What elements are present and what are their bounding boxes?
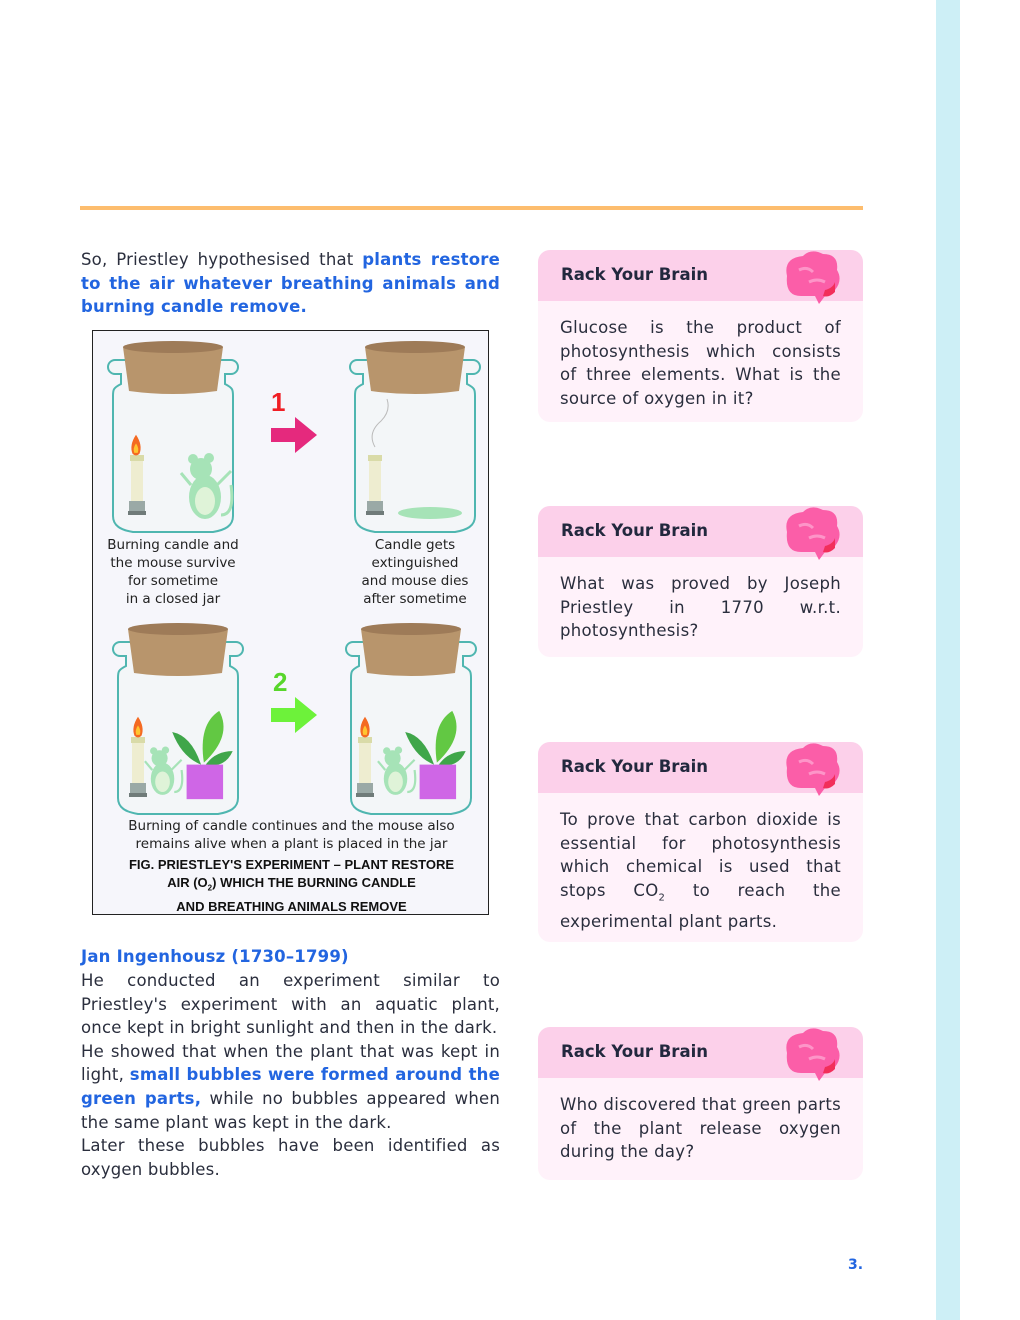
page-edge-bar <box>936 0 960 1320</box>
card-question <box>538 793 863 942</box>
brain-icon <box>779 506 843 562</box>
caption-line: after sometime <box>363 591 467 607</box>
paragraph-text <box>81 1040 500 1134</box>
card-header <box>538 742 863 793</box>
figure-title-text: AIR (O <box>167 875 208 890</box>
step-1-label: 1 <box>271 387 286 417</box>
subscript: 2 <box>658 892 666 904</box>
caption-bottom <box>93 817 490 853</box>
caption-line: and mouse dies <box>361 573 469 589</box>
highlight-text: small bubbles were formed around the green parts, <box>81 1065 500 1108</box>
card-header <box>538 1027 863 1078</box>
caption-line: in a closed jar <box>125 591 221 607</box>
card-title: Rack Your Brain <box>561 265 708 284</box>
text: to reach the experimental plant parts. <box>560 880 841 931</box>
text: He showed that when the plant that was kept in light, <box>81 1041 500 1085</box>
jar-candle-mouse-illustration <box>103 335 243 535</box>
rack-your-brain-card <box>538 1027 863 1180</box>
card-title: Rack Your Brain <box>561 521 708 540</box>
figure-title-line: AND BREATHING ANIMALS REMOVE <box>176 898 407 914</box>
text: To prove that carbon dioxide is essential for photosynthesis which chemical is used that stops CO <box>560 810 841 900</box>
subscript: 2 <box>207 883 213 893</box>
jar-extinguished-illustration <box>345 335 485 535</box>
card-header <box>538 250 863 301</box>
intro-text: So, Priestley hypothesised that <box>81 250 363 269</box>
intro-paragraph <box>81 248 500 319</box>
caption-line: extinguished <box>371 555 459 571</box>
arrow-right-icon <box>271 697 317 733</box>
paragraph-text: He conducted an experiment similar to Priestley's experiment with an aquatic plant, once kept in bright sunlight and then in the dark. <box>81 971 500 1038</box>
text: while no bubbles appeared when the same plant was kept in the dark. <box>81 1088 500 1132</box>
caption-line: Burning candle and <box>107 537 239 553</box>
paragraph-text: Later these bubbles have been identified as oxygen bubbles. <box>81 1136 500 1179</box>
intro-highlight: plants restore to the air whatever breathing animals and burning candle remove. <box>81 250 500 317</box>
card-question: Who discovered that green parts of the plant release oxygen during the day? <box>560 1095 841 1162</box>
header-rule <box>80 206 863 210</box>
card-question: Glucose is the product of photosynthesis which consists of three elements. What is the source of oxygen in it? <box>560 318 841 408</box>
rack-your-brain-card <box>538 250 863 422</box>
arrow-right-icon <box>271 417 317 453</box>
figure-title-line: FIG. PRIESTLEY'S EXPERIMENT – PLANT RESTORE <box>128 857 454 872</box>
priestley-experiment-figure <box>92 330 489 915</box>
caption-top-right <box>335 536 495 608</box>
brain-icon <box>779 742 843 798</box>
caption-line: for sometime <box>127 573 219 589</box>
section-heading: Jan Ingenhousz (1730–1799) <box>81 947 349 966</box>
rack-your-brain-card <box>538 506 863 657</box>
card-header <box>538 506 863 557</box>
figure-title-line <box>93 874 490 898</box>
caption-line: Burning of candle continues and the mouse also <box>128 818 455 834</box>
card-title: Rack Your Brain <box>561 757 708 776</box>
caption-top-left <box>93 536 253 608</box>
card-title: Rack Your Brain <box>561 1042 708 1061</box>
figure-title-text: ) WHICH THE BURNING CANDLE <box>212 875 416 890</box>
step-2-label: 2 <box>273 667 288 697</box>
card-question: What was proved by Joseph Priestley in 1770 w.r.t. photosynthesis? <box>560 574 841 641</box>
rack-your-brain-card <box>538 742 863 942</box>
figure-title <box>93 856 490 916</box>
brain-icon <box>779 250 843 306</box>
jar-with-plant-illustration <box>108 617 248 817</box>
ingenhousz-paragraph <box>81 969 500 1181</box>
caption-line: the mouse survive <box>110 555 236 571</box>
brain-icon <box>779 1027 843 1083</box>
page-number: 3. <box>848 1257 864 1273</box>
caption-line: Candle gets <box>374 537 456 553</box>
caption-line: remains alive when a plant is placed in the jar <box>135 836 448 852</box>
jar-with-plant-illustration <box>341 617 481 817</box>
